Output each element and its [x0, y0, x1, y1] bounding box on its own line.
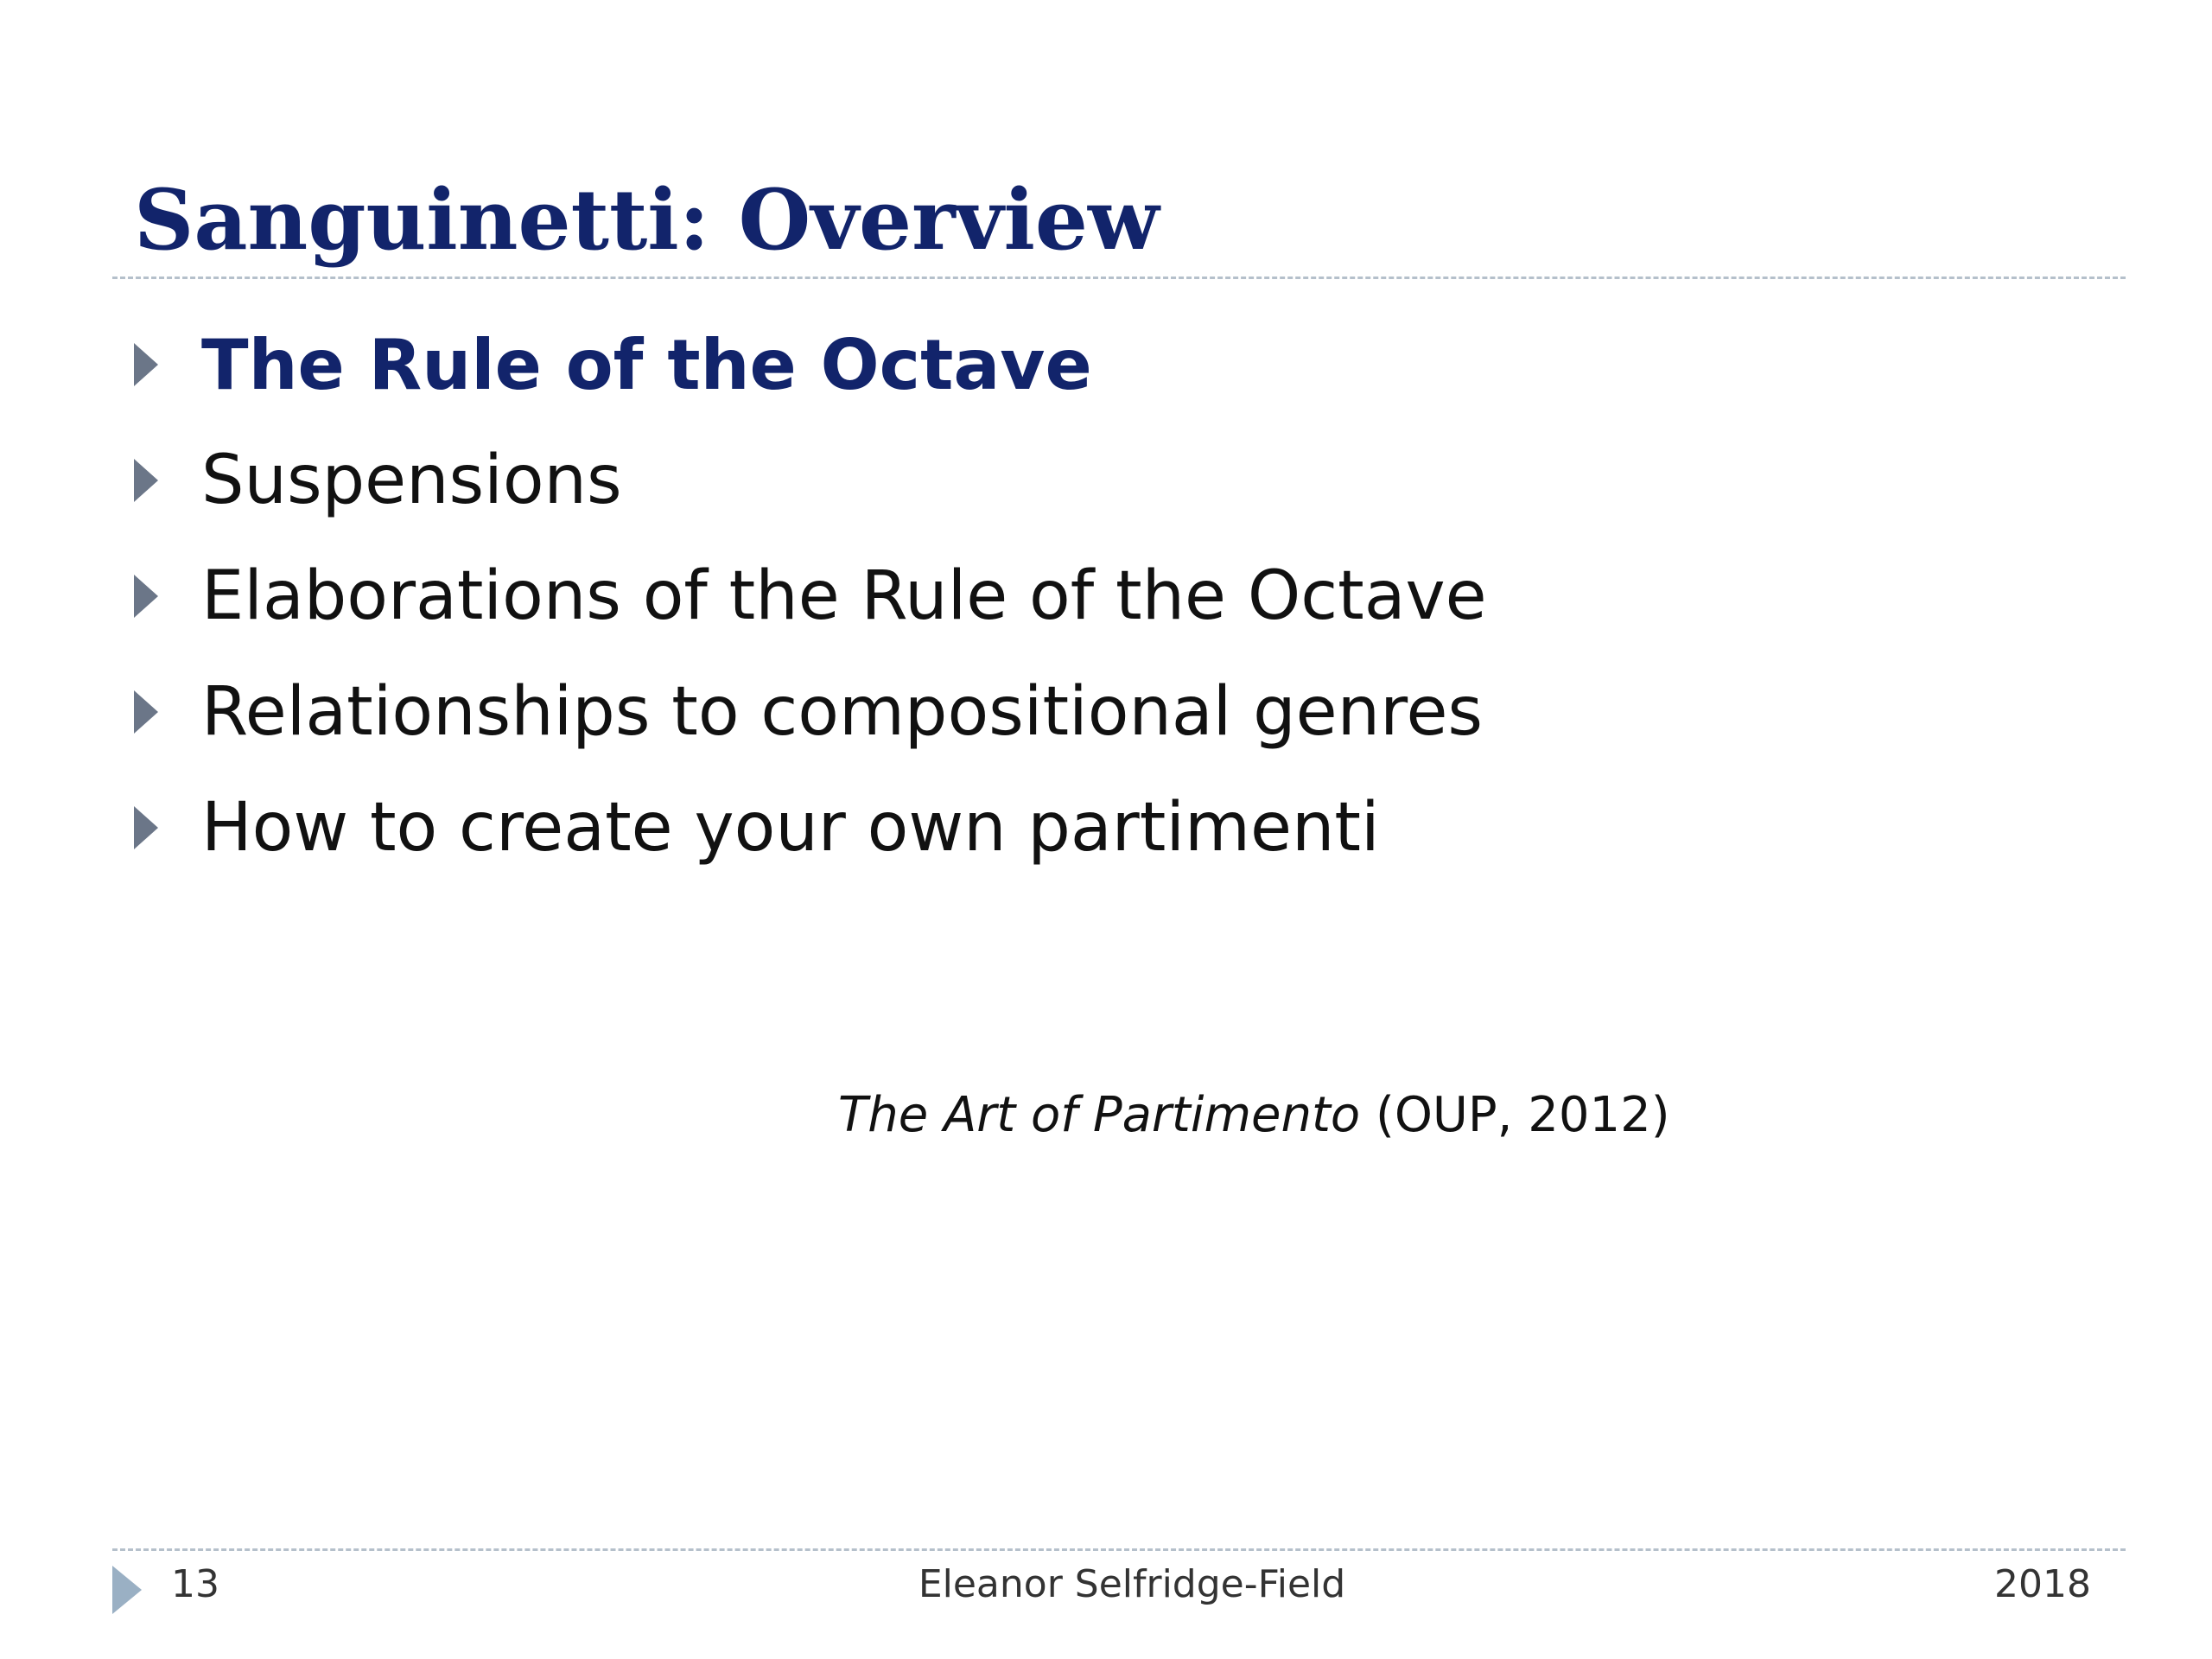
page-number: 13 — [171, 1562, 219, 1606]
citation-details: (OUP, 2012) — [1375, 1087, 1670, 1143]
title-divider — [112, 276, 2126, 279]
bullet-arrow-icon — [134, 343, 158, 386]
citation-work-title: The Art of Partimento — [838, 1087, 1361, 1143]
citation — [838, 1087, 1670, 1143]
bullet-text: The Rule of the Octave — [201, 324, 1092, 405]
bullet-list — [134, 307, 1487, 886]
slide-title: Sanguinetti: Overview — [134, 171, 1160, 269]
bullet-arrow-icon — [134, 459, 158, 502]
footer-author: Eleanor Selfridge-Field — [918, 1562, 1346, 1606]
bullet-arrow-icon — [134, 575, 158, 618]
bullet-arrow-icon — [134, 690, 158, 734]
bullet-arrow-icon — [134, 806, 158, 849]
footer-divider — [112, 1548, 2126, 1551]
bullet-text: Suspensions — [201, 442, 622, 519]
bullet-text: How to create your own partimenti — [201, 789, 1380, 867]
bullet-item — [134, 770, 1487, 886]
bullet-item — [134, 538, 1487, 654]
bullet-item — [134, 307, 1487, 423]
bullet-text: Relationships to compositional genres — [201, 673, 1484, 751]
footer-year: 2018 — [1994, 1562, 2091, 1606]
bullet-item — [134, 654, 1487, 770]
bullet-item — [134, 423, 1487, 538]
bullet-text: Elaborations of the Rule of the Octave — [201, 557, 1487, 635]
